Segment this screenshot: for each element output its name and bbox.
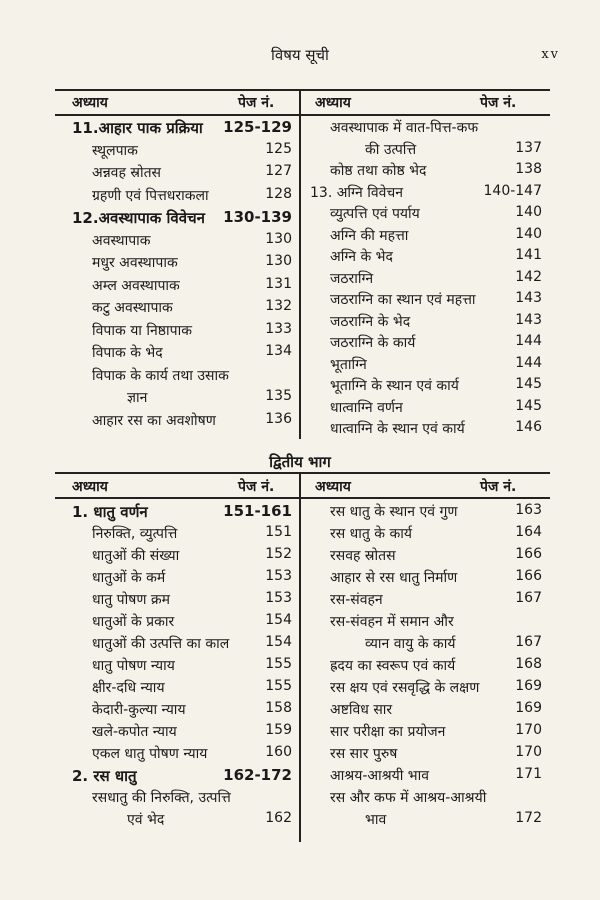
toc-entry-page: 171 [515, 766, 542, 782]
part-title: द्वितीय भाग [269, 453, 331, 471]
toc-entry-page: 125-129 [223, 118, 292, 136]
bottom-left-column [72, 502, 292, 842]
toc-entry-title: 11.आहार पाक प्रक्रिया [72, 119, 203, 137]
toc-entry-title: ग्रहणी एवं पित्तधराकला [92, 187, 209, 204]
toc-entry-page: 141 [515, 247, 542, 263]
toc-entry-title: सार परीक्षा का प्रयोजन [330, 724, 446, 740]
toc-entry-title: जठराग्नि के भेद [330, 313, 411, 330]
toc-entry-page: 127 [265, 163, 292, 179]
toc-entry-page: 130 [265, 253, 292, 269]
toc-entry-title: धातुओं की संख्या [92, 548, 180, 564]
toc-entry-title: एकल धातु पोषण न्याय [92, 746, 208, 762]
toc-entry-title: अष्टविध सार [330, 702, 393, 718]
toc-entry-page: 159 [265, 722, 292, 738]
toc-entry-title: आश्रय-आश्रयी भाव [330, 768, 430, 784]
toc-entry-title: धातु पोषण क्रम [92, 592, 171, 608]
toc-entry-title: एवं भेद [127, 812, 165, 828]
toc-entry-page: 130 [265, 230, 292, 247]
top-right-page-heading: पेज नं. [480, 95, 517, 111]
toc-entry-page: 167 [515, 590, 542, 606]
toc-entry-title: 12.अवस्थापाक विवेचन [72, 209, 205, 227]
toc-entry-title: धात्वाग्नि के स्थान एवं कार्य [330, 421, 465, 437]
toc-entry-title: भूताग्नि के स्थान एवं कार्य [330, 378, 459, 394]
toc-entry-page: 144 [515, 354, 542, 371]
toc-entry-page: 167 [515, 634, 542, 650]
top-column-divider [299, 89, 301, 439]
toc-entry-page: 169 [515, 700, 542, 716]
toc-entry-title: 2. रस धातु [72, 767, 137, 785]
toc-entry-title: ह्रदय का स्वरूप एवं कार्य [330, 658, 456, 674]
toc-entry-title: रसधातु की निरुक्ति, उत्पत्ति [92, 790, 231, 806]
toc-entry-title: धातुओं की उत्पत्ति का काल [92, 636, 230, 652]
toc-entry-page: 170 [515, 722, 542, 738]
toc-entry-page: 166 [515, 546, 542, 562]
bottom-left-page-heading: पेज नं. [238, 479, 275, 495]
toc-entry-title: अग्नि की महत्ता [330, 227, 409, 244]
toc-entry-page: 144 [515, 333, 542, 349]
toc-entry-page: 135 [265, 388, 292, 404]
running-header-title: विषय सूची [271, 46, 329, 64]
toc-entry-title: विपाक के कार्य तथा उसाक [92, 367, 229, 384]
toc-entry-title: रस धातु के कार्य [330, 526, 413, 542]
toc-entry-page: 133 [265, 320, 292, 337]
toc-entry-page: 138 [515, 161, 542, 177]
toc-entry-page: 128 [265, 185, 292, 202]
toc-entry-title: केदारी-कुल्या न्याय [92, 702, 186, 718]
top-left-page-heading: पेज नं. [238, 95, 275, 111]
toc-entry-page: 172 [515, 810, 542, 826]
toc-entry-page: 160 [265, 744, 292, 760]
bottom-right-chapter-heading: अध्याय [315, 479, 351, 495]
toc-entry-page: 136 [265, 410, 292, 427]
toc-entry-page: 153 [265, 568, 292, 584]
toc-entry-page: 143 [515, 311, 542, 328]
toc-entry-page: 134 [265, 343, 292, 359]
bottom-right-column [310, 502, 542, 842]
toc-entry-page: 145 [515, 397, 542, 414]
toc-entry-title: 13. अग्नि विवेचन [310, 184, 404, 201]
toc-entry-title: अम्ल अवस्थापाक [92, 277, 180, 294]
toc-entry-page: 142 [515, 268, 542, 285]
toc-entry-title: अवस्थापाक में वात-पित्त-कफ [330, 120, 479, 136]
toc-entry-page: 163 [515, 502, 542, 518]
bottom-right-page-heading: पेज नं. [480, 479, 517, 495]
toc-entry-title: अग्नि के भेद [330, 249, 393, 265]
toc-entry-title: स्थूलपाक [92, 142, 138, 159]
toc-entry-title: धातुओं के प्रकार [92, 614, 175, 630]
top-right-chapter-heading: अध्याय [315, 95, 351, 111]
top-rule-1 [55, 89, 550, 91]
toc-entry-title: अन्नवह स्रोतस [92, 165, 162, 181]
toc-entry-page: 154 [265, 612, 292, 628]
top-rule-2 [55, 114, 550, 116]
toc-entry-page: 151-161 [223, 502, 292, 520]
toc-entry-page: 140-147 [483, 182, 542, 199]
toc-entry-title: धातु पोषण न्याय [92, 658, 175, 674]
toc-entry-title: व्यान वायु के कार्य [365, 636, 456, 652]
toc-entry-page: 166 [515, 568, 542, 584]
toc-entry-page: 137 [515, 139, 542, 156]
toc-entry-title: रस सार पुरुष [330, 746, 398, 762]
toc-entry-page: 169 [515, 678, 542, 694]
bottom-rule-1 [55, 472, 550, 474]
toc-entry-title: की उत्पत्ति [365, 141, 417, 158]
toc-entry-title: निरुक्ति, व्युत्पत्ति [92, 526, 178, 542]
toc-entry-page: 158 [265, 700, 292, 716]
toc-entry-page: 132 [265, 298, 292, 314]
toc-entry-page: 168 [515, 656, 542, 672]
toc-entry-title: विपाक या निष्ठापाक [92, 322, 192, 339]
toc-entry-title: 1. धातु वर्णन [72, 503, 148, 521]
toc-entry-page: 153 [265, 590, 292, 606]
toc-entry-title: रस-संवहन [330, 592, 383, 608]
toc-entry-page: 125 [265, 140, 292, 157]
toc-entry-page: 151 [265, 524, 292, 540]
toc-entry-title: विपाक के भेद [92, 345, 163, 361]
toc-entry-title: जठराग्नि के कार्य [330, 335, 416, 351]
toc-entry-title: रस-संवहन में समान और [330, 614, 454, 630]
toc-entry-page: 152 [265, 546, 292, 562]
toc-entry-title: भूताग्नि [330, 356, 367, 373]
toc-entry-title: रस क्षय एवं रसवृद्धि के लक्षण [330, 680, 480, 696]
toc-entry-page: 155 [265, 656, 292, 672]
toc-entry-title: व्युत्पत्ति एवं पर्याय [330, 206, 420, 222]
toc-entry-page: 143 [515, 290, 542, 306]
toc-entry-page: 162-172 [223, 766, 292, 784]
toc-entry-page: 131 [265, 275, 292, 292]
toc-entry-title: आहार रस का अवशोषण [92, 412, 216, 429]
toc-entry-page: 170 [515, 744, 542, 760]
toc-entry-title: कोष्ठ तथा कोष्ठ भेद [330, 163, 427, 179]
toc-entry-title: रस और कफ में आश्रय-आश्रयी [330, 790, 487, 806]
toc-entry-page: 140 [515, 204, 542, 220]
toc-entry-page: 130-139 [223, 208, 292, 226]
toc-entry-title: आहार से रस धातु निर्माण [330, 570, 458, 586]
toc-entry-title: रसवह स्रोतस [330, 548, 396, 564]
toc-entry-title: कटु अवस्थापाक [92, 300, 173, 316]
bottom-rule-2 [55, 497, 550, 499]
toc-entry-title: रस धातु के स्थान एवं गुण [330, 504, 458, 520]
toc-entry-page: 154 [265, 634, 292, 650]
toc-entry-page: 145 [515, 376, 542, 392]
toc-entry-title: अवस्थापाक [92, 232, 151, 249]
toc-entry-title: धातुओं के कर्म [92, 570, 166, 586]
top-left-chapter-heading: अध्याय [72, 95, 108, 111]
toc-entry-page: 140 [515, 225, 542, 242]
top-left-column [72, 118, 292, 438]
toc-entry-page: 155 [265, 678, 292, 694]
bottom-column-divider [299, 472, 301, 842]
toc-entry-title: जठराग्नि [330, 270, 374, 287]
top-right-column [310, 118, 542, 438]
toc-entry-page: 146 [515, 419, 542, 435]
toc-entry-page: 162 [265, 810, 292, 826]
toc-entry-title: ज्ञान [127, 390, 148, 406]
toc-entry-title: खले-कपोत न्याय [92, 724, 177, 740]
toc-entry-title: जठराग्नि का स्थान एवं महत्ता [330, 292, 476, 308]
page-number: xv [541, 47, 560, 62]
toc-entry-title: मधुर अवस्थापाक [92, 255, 178, 271]
toc-entry-title: भाव [365, 812, 387, 828]
toc-entry-page: 164 [515, 524, 542, 540]
toc-entry-title: क्षीर-दधि न्याय [92, 680, 165, 696]
bottom-left-chapter-heading: अध्याय [72, 479, 108, 495]
toc-entry-title: धात्वाग्नि वर्णन [330, 399, 403, 416]
